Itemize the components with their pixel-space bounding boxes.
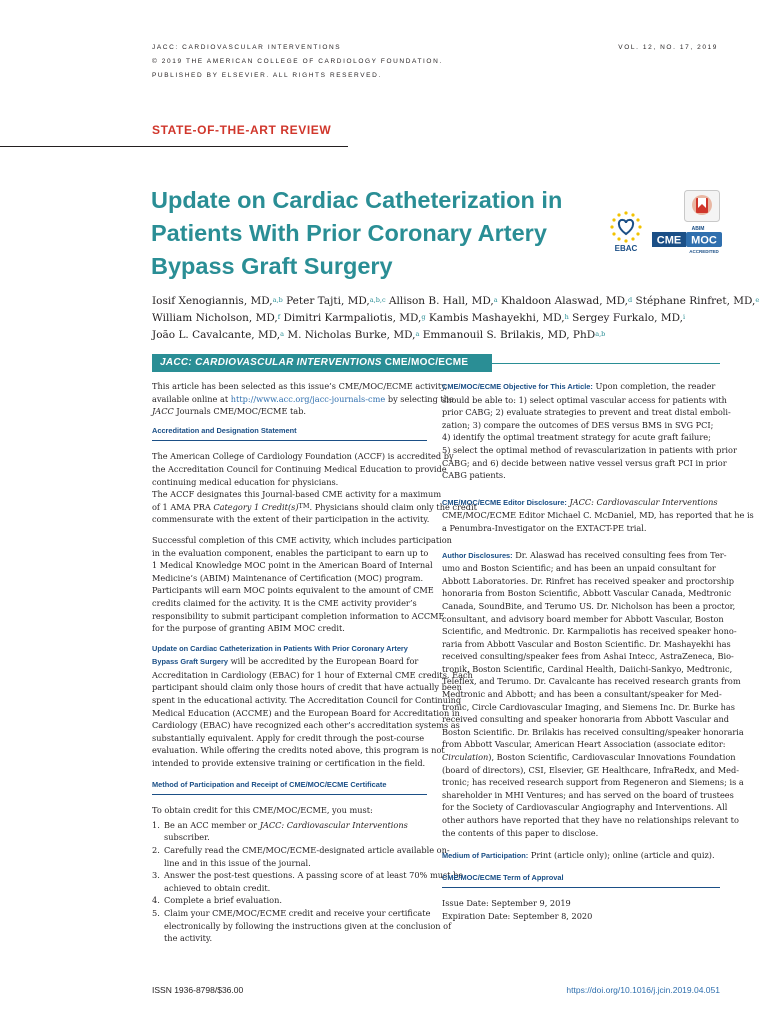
method-intro: To obtain credit for this CME/MOC/ECME, you must: xyxy=(152,805,373,816)
editor-lead: CME/MOC/ECME Editor Disclosure: xyxy=(442,497,567,507)
tm-mark: TM xyxy=(298,501,310,510)
text-line: should be able to: 1) select optimal vascular access for patients with xyxy=(442,394,727,405)
text-line: Abbott Laboratories. Dr. Rinfret has received speaker and proctorship xyxy=(442,575,735,586)
text-line xyxy=(152,655,427,669)
banner-journal: JACC: CARDIOVASCULAR INTERVENTIONS xyxy=(160,357,382,368)
text-fragment: Upon completion, the reader xyxy=(592,381,716,391)
text-line: achieved to obtain credit. xyxy=(164,882,271,893)
heading-text: Accreditation and Designation Statement xyxy=(152,425,297,435)
step-number: 3. xyxy=(152,870,160,881)
text-fragment: by selecting the xyxy=(385,393,454,404)
intro-paragraph xyxy=(152,380,454,418)
affiliation-marker[interactable]: h xyxy=(564,313,569,321)
author-name: Allison B. Hall, MD, xyxy=(385,295,494,307)
journal-italic: JACC: Cardiovascular Interventions xyxy=(569,496,718,507)
text-line: Scientific, and Medtronic. Dr. Karmpaliotis has received speaker hono- xyxy=(442,626,737,637)
publisher-line: PUBLISHED BY ELSEVIER. ALL RIGHTS RESERVED. xyxy=(152,72,382,79)
text-line: honoraria from Boston Scientific, Abbott Vascular Canada, Medtronic xyxy=(442,588,732,599)
heading-rule xyxy=(152,440,427,441)
affiliation-marker[interactable]: e xyxy=(755,296,760,304)
ebac-heading: Update on Cardiac Catheterization in Patients With Prior Coronary Artery xyxy=(152,643,408,653)
text-line: Carefully read the CME/MOC/ECME-designated article available on- xyxy=(164,845,450,855)
copyright-line: © 2019 THE AMERICAN COLLEGE OF CARDIOLOGY FOUNDATION. xyxy=(152,58,443,65)
list-item xyxy=(152,869,464,894)
text-line: The American College of Cardiology Foundation (ACCF) is accredited by xyxy=(152,451,454,462)
affiliation-marker[interactable]: d xyxy=(628,296,633,304)
text-line: CABG; and 6) decide between native vessel versus graft PCI in prior xyxy=(442,457,727,468)
step-number: 1. xyxy=(152,819,160,830)
journal-italic: JACC xyxy=(152,406,174,417)
text-line: Claim your CME/MOC/ECME credit and receive your certificate xyxy=(164,907,431,918)
author-name: Peter Tajti, MD, xyxy=(282,295,370,307)
text-line: for the purpose of granting ABIM MOC credit. xyxy=(152,623,345,634)
abim-label: ABIM xyxy=(691,226,705,232)
step-number: 4. xyxy=(152,895,160,906)
text-fragment: Dr. Alaswad has received consulting fees from Ter- xyxy=(512,549,727,560)
author-name: Sergey Furkalo, MD, xyxy=(568,312,683,324)
moc-paragraph xyxy=(152,534,452,635)
text-line xyxy=(442,549,727,563)
affiliation-marker[interactable]: a,b xyxy=(272,296,283,304)
accreditation-heading xyxy=(152,424,427,442)
text-line: received consulting and speaker honoraria from Abbott Vascular and xyxy=(442,714,729,725)
text-line: zation; 3) compare the outcomes of DES versus BMS in SVG PCI; xyxy=(442,419,714,430)
text-line: Medical Education (ACCME) and the European Board for Accreditation in xyxy=(152,707,460,718)
text-line: Successful completion of this CME activity, which includes participation xyxy=(152,534,452,545)
section-label: STATE-OF-THE-ART REVIEW xyxy=(152,123,332,137)
text-line: Cardiology (EBAC) have recognized each other’s accreditation systems as xyxy=(152,720,460,731)
text-line: for the Society of Cardiovascular Angiography and Interventions. All xyxy=(442,802,728,813)
text-line: tronic, Circle Cardiovascular Imaging, and Siemens Inc. Dr. Burke has xyxy=(442,701,735,712)
text-line: Accreditation in Cardiology (EBAC) for 1 hour of External CME credits. Each xyxy=(152,669,473,680)
objective-lead: CME/MOC/ECME Objective for This Article: xyxy=(442,382,593,391)
text-line: Medtronic and Abbott; and has been a consultant/speaker for Med- xyxy=(442,689,722,700)
text-line: 5) select the optimal method of revascularization in patients with prior xyxy=(442,444,737,455)
step-text xyxy=(164,869,463,894)
term-heading xyxy=(442,871,720,889)
text-line xyxy=(442,496,720,510)
text-line: commensurate with the extent of their participation in the activity. xyxy=(152,514,430,525)
text-fragment: Journals CME/MOC/ECME tab. xyxy=(173,406,307,417)
ebac-badge-label: EBAC xyxy=(614,244,638,253)
author-line xyxy=(152,310,732,327)
text-line: This article has been selected as this issue’s CME/MOC/ECME activity, xyxy=(152,381,448,391)
medium-lead: Medium of Participation: xyxy=(442,851,529,861)
text-line: Teleflex, and Terumo. Dr. Cavalcante has received research grants from xyxy=(442,676,741,687)
author-name: Khaldoon Alaswad, MD, xyxy=(497,295,629,307)
text-line: umo and Boston Scientific; and has been an unpaid consultant for xyxy=(442,563,716,574)
objective-paragraph xyxy=(442,380,737,482)
step-number: 2. xyxy=(152,845,160,855)
affiliation-marker[interactable]: f xyxy=(277,313,281,321)
right-column xyxy=(442,380,754,929)
moc-label: MOC xyxy=(691,234,717,247)
heading-text: CME/MOC/ECME Term of Approval xyxy=(442,872,564,882)
list-item xyxy=(152,844,450,869)
ebac-badge xyxy=(608,209,644,253)
list-item xyxy=(152,819,427,844)
text-line: the contents of this paper to disclose. xyxy=(442,827,599,838)
step-text xyxy=(164,819,427,844)
text-line: Complete a brief evaluation. xyxy=(164,895,282,906)
title-line: Update on Cardiac Catheterization in xyxy=(151,187,563,213)
author-name: Iosif Xenogiannis, MD, xyxy=(152,295,273,307)
text-fragment: ), Boston Scientific, Cardiovascular Innovations Foundation xyxy=(488,752,736,763)
list-item xyxy=(152,894,427,907)
cme-label: CME xyxy=(656,234,682,247)
heading-rule xyxy=(152,794,427,795)
expiration-date: Expiration Date: September 8, 2020 xyxy=(442,910,593,921)
author-name: Stéphane Rinfret, MD, xyxy=(632,295,756,307)
doi-link[interactable]: https://doi.org/10.1016/j.jcin.2019.04.051 xyxy=(566,985,720,995)
title-line: Patients With Prior Coronary Artery xyxy=(151,220,547,246)
author-list xyxy=(152,293,760,344)
heading-text: Method of Participation and Receipt of CME/MOC/ECME Certificate xyxy=(152,779,387,789)
text-fragment: will be accredited by the European Board for xyxy=(228,656,419,667)
text-fragment: subscriber. xyxy=(164,832,210,843)
affiliation-marker[interactable]: a xyxy=(415,330,420,338)
title-line: Bypass Graft Surgery xyxy=(151,253,393,279)
text-line: consultant, and advisory board member for Abbott Vascular, Boston xyxy=(442,613,724,624)
text-line: evaluation. While offering the credits noted above, this program is not xyxy=(152,745,445,756)
affiliation-marker[interactable]: a,b,c xyxy=(369,296,386,304)
author-name: João L. Cavalcante, MD, xyxy=(152,329,281,341)
author-disclosures xyxy=(442,549,744,840)
text-line: spent in the educational activity. The Accreditation Council for Continuing xyxy=(152,695,462,706)
author-name: Kambis Mashayekhi, MD, xyxy=(425,312,565,324)
text-line: the activity. xyxy=(164,933,213,944)
ebac-heading: Bypass Graft Surgery xyxy=(152,657,228,667)
step-text xyxy=(164,907,451,945)
author-name: M. Nicholas Burke, MD, xyxy=(283,329,416,341)
author-line xyxy=(152,293,760,310)
editor-disclosure xyxy=(442,496,754,535)
text-line: intended to provide extensive training or certification in the field. xyxy=(152,758,426,769)
text-line xyxy=(442,751,736,764)
issn: ISSN 1936-8798/$36.00 xyxy=(152,985,244,995)
abim-cme-moc-badge xyxy=(650,225,724,255)
accredited-label: ACCREDITED xyxy=(689,249,719,254)
author-name: Emmanouil S. Brilakis, MD, PhD xyxy=(419,329,596,341)
text-line: CME/MOC/ECME Editor Michael C. McDaniel, MD, has reported that he is xyxy=(442,510,754,521)
text-line: shareholder in MHI Ventures; and has served on the board of trustees xyxy=(442,789,734,800)
text-line: continuing medical education for physicians. xyxy=(152,476,339,487)
text-line xyxy=(442,849,720,863)
method-heading xyxy=(152,778,427,796)
text-line xyxy=(442,380,720,394)
text-line: in the evaluation component, enables the participant to earn up to xyxy=(152,547,429,558)
text-line xyxy=(152,501,477,514)
text-line: participant should claim only those hours of credit that have actually been xyxy=(152,682,462,693)
text-line: responsibility to submit participant completion information to ACCME xyxy=(152,610,445,621)
text-line: raria from Abbott Vascular and Boston Scientific. Dr. Mashayekhi has xyxy=(442,638,731,649)
text-line: credits claimed for the activity. It is the CME activity provider’s xyxy=(152,597,417,608)
text-line: 1 Medical Knowledge MOC point in the American Board of Internal xyxy=(152,560,433,571)
step-text xyxy=(164,844,450,869)
banner-rule xyxy=(492,363,720,364)
text-line: a Penumbra-Investigator on the EXTACT-PE trial. xyxy=(442,522,647,533)
text-line: the Accreditation Council for Continuing Medical Education to provide xyxy=(152,463,447,474)
medium-of-participation xyxy=(442,849,720,863)
affiliation-marker[interactable]: a xyxy=(280,330,284,338)
text-line: The ACCF designates this Journal-based CME activity for a maximum xyxy=(152,489,442,500)
journal-italic: JACC: Cardiovascular Interventions xyxy=(259,819,408,830)
text-line: Participants will earn MOC points equivalent to the amount of CME xyxy=(152,585,434,596)
text-fragment: available online at xyxy=(152,393,231,404)
banner-suffix: CME/MOC/ECME xyxy=(381,357,469,368)
affiliation-marker[interactable]: i xyxy=(683,313,686,321)
circulation-italic: Circulation xyxy=(442,752,489,763)
text-line: received consulting/speaker fees from Ashai Intecc, AstraZeneca, Bio- xyxy=(442,651,734,662)
text-line: Medicine’s (ABIM) Maintenance of Certification (MOC) program. xyxy=(152,572,424,583)
issue-date: Issue Date: September 9, 2019 xyxy=(442,898,571,909)
article-title xyxy=(151,184,621,283)
text-fragment: Be an ACC member or xyxy=(164,819,260,830)
affiliation-marker[interactable]: a xyxy=(493,296,498,304)
text-line: from Abbott Vascular, American Heart Association (associate editor: xyxy=(442,739,726,750)
text-line: line and in this issue of the journal. xyxy=(164,857,311,868)
text-line xyxy=(152,405,427,418)
heading-rule xyxy=(442,887,720,888)
text-line: electronically by following the instructions given at the conclusion of xyxy=(164,920,452,931)
text-line: tronic; has received research support from Regeneron and Siemens; is a xyxy=(442,777,744,788)
text-line: tronik, Boston Scientific, Cardinal Health, Daiichi-Sankyo, Medtronic, xyxy=(442,663,733,674)
text-line: Boston Scientific. Dr. Brilakis has received consulting/speaker honoraria xyxy=(442,726,744,737)
list-item xyxy=(152,907,452,945)
text-fragment: of 1 AMA PRA xyxy=(152,501,214,512)
cme-banner xyxy=(152,354,492,372)
text-line: other authors have reported that they have no relationships relevant to xyxy=(442,815,739,825)
text-line: Answer the post-test questions. A passing score of at least 70% must be xyxy=(164,870,464,881)
section-divider xyxy=(0,146,348,147)
author-name: William Nicholson, MD, xyxy=(152,312,278,324)
affiliation-marker[interactable]: a,b xyxy=(595,330,606,338)
author-disclosure-lead: Author Disclosures: xyxy=(442,550,513,560)
text-line xyxy=(152,393,454,406)
step-text xyxy=(164,894,427,907)
text-fragment: . Physicians should claim only the credit xyxy=(309,501,477,512)
text-line: substantially equivalent. Apply for credit through the post-course xyxy=(152,732,425,743)
author-name: Dimitri Karmpaliotis, MD, xyxy=(280,312,422,324)
volume-info: VOL. 12, NO. 17, 2019 xyxy=(618,44,718,51)
credit-italic: Category 1 Credit(s) xyxy=(213,501,299,512)
step-list xyxy=(152,819,464,945)
text-fragment: Print (article only); online (article and quiz). xyxy=(528,850,715,861)
author-line xyxy=(152,327,732,344)
crossmark-icon[interactable] xyxy=(684,190,720,222)
text-line: Canada, SoundBite, and Terumo US. Dr. Nicholson has been a proctor, xyxy=(442,600,736,611)
text-line: CABG patients. xyxy=(442,470,506,481)
term-dates xyxy=(442,897,720,922)
text-line: (board of directors), CSI, Elsevier, GE Healthcare, InfraRedx, and Med- xyxy=(442,764,740,775)
step-number: 5. xyxy=(152,907,160,918)
text-line: prior CABG; 2) evaluate strategies to prevent and treat distal emboli- xyxy=(442,407,731,418)
text-line: 4) identify the optimal treatment strategy for acute graft failure; xyxy=(442,432,711,443)
journal-name: JACC: CARDIOVASCULAR INTERVENTIONS xyxy=(152,44,342,51)
affiliation-marker[interactable]: g xyxy=(421,313,426,321)
cme-link[interactable]: http://www.acc.org/jacc-journals-cme xyxy=(230,393,386,404)
